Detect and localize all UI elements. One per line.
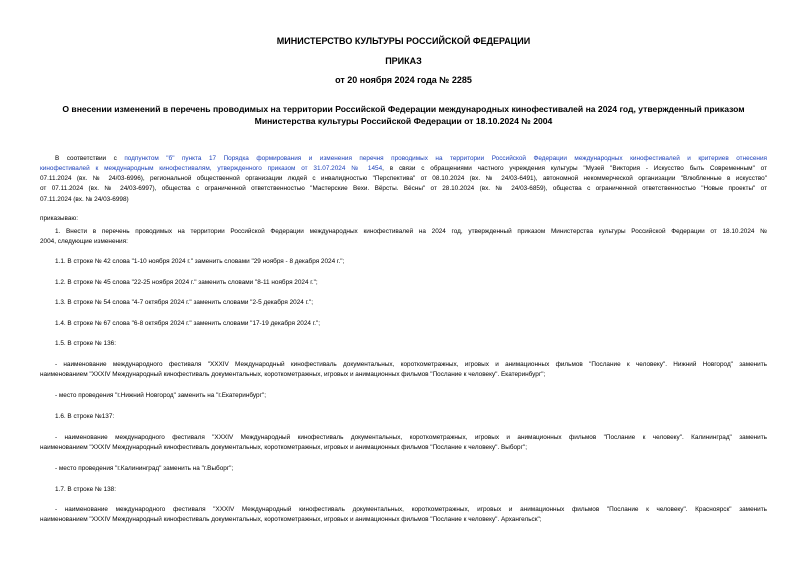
date-number-heading: от 20 ноября 2024 года № 2285 [335,75,472,85]
item1-6-a-line1: - наименование международного фестиваля "XXXIV Международный кинофестиваль документальных, короткометражных, игровых и анимационных фильмов "Послание к человеку". Калининград" заменить [55,434,767,441]
preamble-line5: 07.11.2024 (вх. № 24/03-6998) [40,196,129,203]
ministry-heading: МИНИСТЕРСТВО КУЛЬТУРЫ РОССИЙСКОЙ ФЕДЕРАЦИИ [276,36,531,46]
item1-5: 1.5. В строке № 136: [55,340,116,347]
item1-5-a-line1: - наименование международного фестиваля "XXXIV Международный кинофестиваль документальных, короткометражных, игровых и анимационных фильмов "Послание к человеку". Нижний Новгород" заменить [55,361,767,368]
item1-line2: 2004, следующие изменения: [40,238,128,245]
item1-5-b: - место проведения "г.Нижний Новгород" заменить на "г.Екатеринбург"; [55,392,266,399]
item1-line1: 1. Внести в перечень проводимых на территории Российской Федерации международных кинофестивалей на 2024 год, утвержденный приказом Министерства культуры Российской Федерации от 18.10.2024 № [55,228,767,235]
item1-7-a-line1: - наименование международного фестиваля "XXXIV Международный кинофестиваль документальных, короткометражных, игровых и анимационных фильмов "Послание к человеку". Красноярск" заменить [55,506,767,513]
document-title-line1: О внесении изменений в перечень проводимых на территории Российской Федерации международных кинофестивалей на 2024 год, утвержденный приказом [62,104,745,114]
item1-6-b: - место проведения "г.Калининград" заменить на "г.Выборг"; [55,465,234,472]
item1-2: 1.2. В строке № 45 слова "22-25 ноября 2024 г." заменить словами "8-11 ноября 2024 г."; [55,279,318,286]
preamble-line2 [40,164,767,175]
item1-6-a-line2: наименованием "XXXIV Международный кинофестиваль документальных, короткометражных, игровых и анимационных фильмов "Послание к человеку". Выборг"; [40,444,527,451]
orders-word: приказываю: [40,215,78,222]
item1-3: 1.3. В строке № 54 слова "4-7 октября 2024 г." заменить словами "2-5 декабря 2024 г."; [55,299,313,306]
document-title-line2: Министерства культуры Российской Федерации от 18.10.2024 № 2004 [254,116,553,126]
item1-6: 1.6. В строке №137: [55,413,115,420]
item1-7: 1.7. В строке № 138: [55,486,116,493]
legal-reference-link-cont[interactable]: кинофестивалей к международным кинофестивалям, утвержденного приказом от 31.07.2024 № 1454 [40,165,383,172]
preamble-text: В соответствии с [55,155,125,162]
doc-type-heading: ПРИКАЗ [385,56,422,66]
legal-reference-link[interactable]: подпунктом "б" пункта 17 Порядка формирования и изменения перечня проводимых на территории Российской Федерации международных кинофестивалей и критериев отнесения [124,155,767,162]
preamble-line3: 07.11.2024 (вх. № 24/03-6996), региональной общественной организации людей с инвалидностью "Перспектива" от 08.10.2024 (вх. № 24/03-6491), автономной некоммерческой организации "Влюбленные в искусство" [40,175,767,182]
item1-5-a-line2: наименованием "XXXIV Международный кинофестиваль документальных, короткометражных, игровых и анимационных фильмов "Послание к человеку". Екатеринбург"; [40,371,546,378]
item1-1: 1.1. В строке № 42 слова "1-10 ноября 2024 г." заменить словами "29 ноября - 8 декабря 2024 г."; [55,258,345,265]
item1-7-a-line2: наименованием "XXXIV Международный кинофестиваль документальных, короткометражных, игровых и анимационных фильмов "Послание к человеку". Архангельск"; [40,516,542,523]
preamble-line1 [55,154,767,165]
preamble-line4: от 07.11.2024 (вх. № 24/03-6997), общества с ограниченной ответственностью "Мастерские Вехи. Вёрсты. Вёсны" от 28.10.2024 (вх. № 24/03-6859), общества с ограниченной ответственностью "Новые проекты" от [40,185,767,192]
preamble-text: , в связи с обращениями частного учреждения культуры "Музей "Виктория - Искусство быть Современным" от [382,165,767,172]
item1-4: 1.4. В строке № 67 слова "6-8 октября 2024 г." заменить словами "17-19 декабря 2024 г."; [55,320,321,327]
